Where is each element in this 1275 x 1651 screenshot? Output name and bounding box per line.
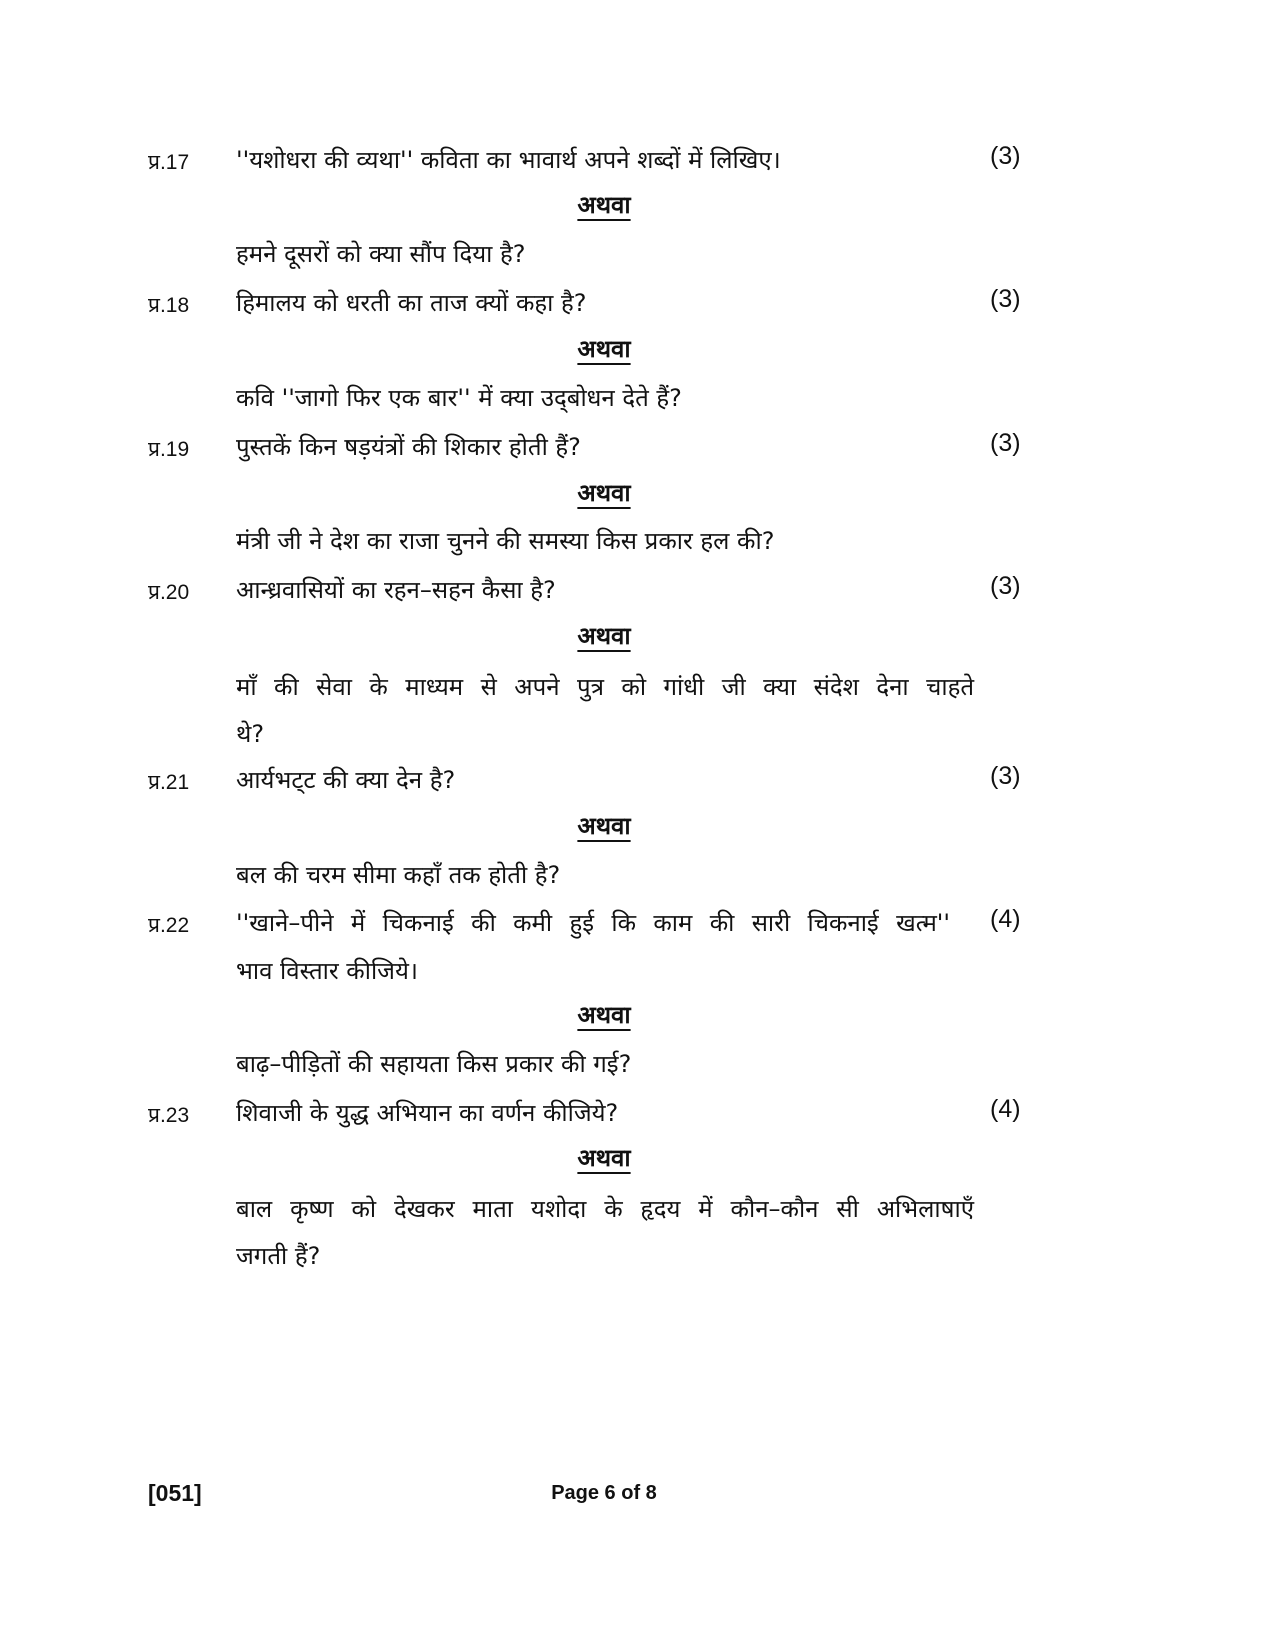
question-number: प्र.20 <box>148 581 190 604</box>
alternative-text: हमने दूसरों को क्या सौंप दिया है? <box>236 240 526 268</box>
alternative-text: बल की चरम सीमा कहाँ तक होती है? <box>236 861 561 889</box>
question-marks: (4) <box>990 1095 1021 1123</box>
alternative-text: मंत्री जी ने देश का राजा चुनने की समस्या किस प्रकार हल की? <box>236 527 775 555</box>
question-text: भाव विस्तार कीजिये। <box>236 957 418 985</box>
or-heading: अथवा <box>577 191 631 219</box>
question-19 <box>0 427 1275 467</box>
question-number: प्र.17 <box>148 151 190 174</box>
question-number: प्र.18 <box>148 294 190 317</box>
alternative-text: कवि ''जागो फिर एक बार'' में क्या उद्‌बोधन देते हैं? <box>236 384 682 412</box>
or-heading: अथवा <box>577 479 631 507</box>
question-23-alternative <box>0 1189 1275 1229</box>
question-text: आर्यभट्‌ट की क्या देन है? <box>236 766 456 794</box>
or-heading: अथवा <box>577 812 631 840</box>
alternative-text: थे? <box>236 720 265 748</box>
question-22-alternative <box>0 1044 1275 1084</box>
question-22 <box>0 903 1275 943</box>
question-text: ''खाने–पीने में चिकनाई की कमी हुई कि काम की सारी चिकनाई खत्म'' <box>236 909 950 937</box>
question-text: शिवाजी के युद्ध अभियान का वर्णन कीजिये? <box>236 1099 619 1127</box>
or-heading: अथवा <box>577 1001 631 1029</box>
question-number: प्र.21 <box>148 771 190 794</box>
question-20-alternative <box>0 667 1275 707</box>
question-20-alternative-continued <box>0 714 1275 754</box>
question-18 <box>0 283 1275 323</box>
question-23-alternative-continued <box>0 1236 1275 1276</box>
question-marks: (3) <box>990 142 1021 170</box>
question-number: प्र.22 <box>148 914 190 937</box>
page-number: Page 6 of 8 <box>551 1482 657 1504</box>
question-marks: (3) <box>990 572 1021 600</box>
paper-code: [051] <box>148 1480 202 1506</box>
question-20 <box>0 570 1275 610</box>
question-marks: (3) <box>990 762 1021 790</box>
question-marks: (3) <box>990 285 1021 313</box>
question-marks: (3) <box>990 429 1021 457</box>
question-number: प्र.19 <box>148 438 190 461</box>
question-text: आन्ध्रवासियों का रहन–सहन कैसा है? <box>236 576 556 604</box>
question-text: पुस्तकें किन षड़यंत्रों की शिकार होती हैं? <box>236 433 581 461</box>
question-21-alternative <box>0 855 1275 895</box>
or-heading: अथवा <box>577 1144 631 1172</box>
question-text: ''यशोधरा की व्यथा'' कविता का भावार्थ अपने शब्दों में लिखिए। <box>236 146 781 174</box>
or-heading: अथवा <box>577 622 631 650</box>
alternative-text: जगती हैं? <box>236 1242 321 1270</box>
question-marks: (4) <box>990 905 1021 933</box>
or-heading: अथवा <box>577 335 631 363</box>
question-21 <box>0 760 1275 800</box>
question-22-continued <box>0 951 1275 991</box>
alternative-text: बाढ़–पीड़ितों की सहायता किस प्रकार की गई? <box>236 1050 632 1078</box>
alternative-text: माँ की सेवा के माध्यम से अपने पुत्र को गांधी जी क्या संदेश देना चाहते <box>236 673 974 701</box>
alternative-text: बाल कृष्ण को देखकर माता यशोदा के हृदय में कौन–कौन सी अभिलाषाएँ <box>236 1195 974 1223</box>
question-17-alternative <box>0 234 1275 274</box>
question-18-alternative <box>0 378 1275 418</box>
question-number: प्र.23 <box>148 1104 190 1127</box>
question-23 <box>0 1093 1275 1133</box>
question-17 <box>0 140 1275 180</box>
question-19-alternative <box>0 521 1275 561</box>
question-text: हिमालय को धरती का ताज क्यों कहा है? <box>236 289 587 317</box>
